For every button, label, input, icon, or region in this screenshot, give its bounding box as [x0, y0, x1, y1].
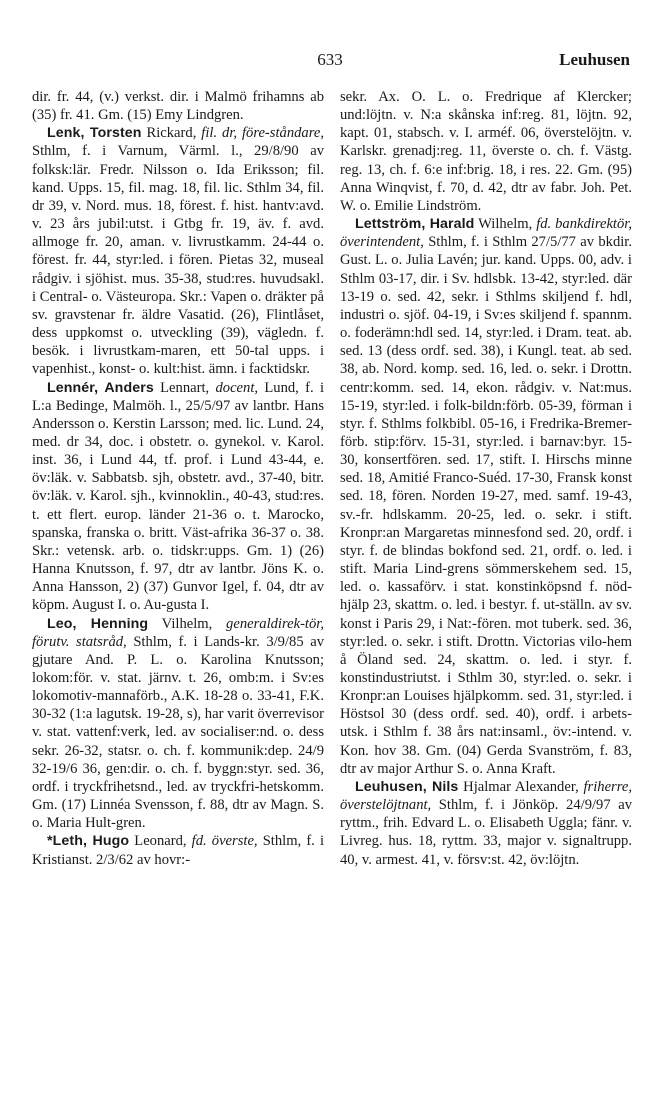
entry-title: fd. överste, — [191, 833, 258, 850]
biography-entry — [32, 615, 324, 833]
biography-entry — [32, 379, 324, 615]
entry-text: Rickard, — [141, 125, 202, 142]
entry-text: Sthlm, f. i Jönköp. 24/9/97 av ryttm., frih. Edvard L. o. Elisabeth Uggla; fänr. v. Livreg. hus. 18, ryttm. 33, major v. signaltrupp. 40, v. armest. 41, v. försv:st. 42, öv:löjtn. — [340, 797, 632, 868]
biography-entry — [340, 778, 632, 869]
right-column — [340, 88, 632, 869]
entry-headword: Lenk, Torsten — [47, 125, 142, 142]
entry-headword: Leuhusen, Nils — [355, 778, 459, 795]
entry-title: fil. dr, före-ståndare, — [201, 125, 324, 142]
page-number: 633 — [317, 50, 343, 69]
entry-text: Sthlm, f. i Kristianst. 2/3/62 av hovr:- — [32, 833, 324, 868]
entry-continuation — [340, 88, 632, 215]
entry-text: Hjalmar Alexander, — [458, 778, 584, 795]
entry-title: docent, — [215, 379, 259, 396]
left-column — [32, 88, 324, 869]
entry-text: sekr. Ax. O. L. o. Fredrique af Klercker; und:löjtn. v. N:a skånska inf:reg. 81, löjtn. 92, kapt. 01, stabsch. v. I. arméf. 06, överstelöjtn. v. Karlskr. grenadj:reg. 11, överste o. ch. f. Västg. reg. 13, ch. f. 6:e inf:brig. 18, i res. 22. Gm. (95) Anna Winqvist, f. 70, d. 42, dtr av fabr. Joh. Pet. W. o. Emilie Lindström. — [340, 89, 632, 214]
entry-text: Lund, f. i L:a Bedinge, Malmöh. l., 25/5/97 av lantbr. Hans Andersson o. Kerstin Larsson; med. lic. Lund. 24, med. dr 34, doc. i obstetr. o. gynekol. v. Karol. inst. 36, i Lund 44, tf. prof. i Lund 43-44, e. öv:läk. v. Sabbatsb. sjh, obstetr. avd., 37-40, bitr. öv:läk. v. Karol. sjh., kvinnoklin., 40-43, stud:res. t. ett flert. europ. länder 21-36 o. t. Marocko, spanska, franska o. britt. Väst-afrika 36-37 o. 38. Skr.: vetensk. arb. o. tidskr:upps. Gm. 1) (26) Hanna Knutsson, f. 97, dtr av lantbr. Jöns K. o. Anna Hansson, 2) (37) Gunvor Igel, f. 04, dtr av köpm. August I. o. Au-gusta I. — [32, 379, 325, 614]
entry-headword: *Leth, Hugo — [47, 833, 130, 850]
entry-title: friherre, överstelöjtnant, — [340, 778, 632, 814]
entry-text: Sthlm, f. i Varnum, Värml. l., 29/8/90 av folksk:lär. Fredr. Nilsson o. Ida Eriksson; fil. kand. Upps. 15, fil. mag. 18, fil. lic. Sthlm 34, fil. dr 39, v. Nord. mus. 18, förest. f. hist. hantv:avd. v. 23 års jubil:utst. i Gtbg fr. 19, äv. f. avd. allmoge fr. 20, aman. v. livrustkamm. 24-44 o. förest. fr. 44, styr:led. i fören. Pietas 32, museal rådgiv. i sjöhist. mus. 35-38, stud:res. huvudsakl. i Central- o. Västeuropa. Skr.: Vapen o. dräkter på sv. gravstenar fr. äldre Vasatid. (26), Flintlåset, dess uppkomst o. utveckling (39), vägledn. f. besök. i livrustkam-maren, ett 50-tal upps. i vapenhist., konst- o. kult:hist. ämn. i facktidskr. — [32, 143, 324, 378]
entry-text: Sthlm, f. i Lands-kr. 3/9/85 av gjutare And. P. L. o. Karolina Knutsson; lokom:för. v. stat. järnv. t. 26, omb:m. i Sv:es lokomotiv-mannaförb., A.K. 18-28 o. 33-41, F.K. 30-32 (1:a lagutsk. 19-28, s), har varit överrevisor v. stat. vattenf:verk, led. av socialiser:nd. o. dess sekr. 26-32, statsr. o. ch. f. kommunik:dep. 24/9 32-19/6 36, gen:dir. o. ch. f. byggn:styr. sed. 36, ordf. i tryckfrihetsnd., led. av tryckfri-hetskomm. Gm. (17) Linnéa Svensson, f. 88, dtr av Magn. S. o. Maria Hult-gren. — [32, 633, 324, 832]
biography-entry — [340, 215, 632, 778]
entry-title: generaldirek-tör, förutv. statsråd, — [32, 615, 324, 650]
running-head: Leuhusen — [559, 50, 630, 69]
entry-text: Wilhelm, — [474, 216, 537, 233]
entry-text: Vilhelm, — [148, 615, 227, 632]
entry-headword: Lettström, Harald — [355, 216, 475, 233]
entry-text: Sthlm, f. i Sthlm 27/5/77 av bkdir. Gust. L. o. Julia Lavén; jur. kand. Upps. 00, adv. i Sthlm 03-17, dir. i Sv. hdlsbk. 13-42, styr:led. där 13-19 o. sed. 42, sekr. i Sthlms skiljend f. hdl, industri o. sjöf. 04-19, i Sv:es skiljend f. spannm. o. foderämn:hdl sed. 14, styr:led. i Dram. teat. ab. sed. 13 (dess ordf. sed. 38), i Kungl. teat. ab sed. 38, ab. Nord. komp. sed. 16, led. o. sekr. i Drottn. centr:komm. sed. 14, ekon. rådgiv. v. Nat:mus. 15-19, styr:led. i folk-bildn:förb. 05-39, förman i styr. f. Sthlms folkbibl. 05-16, i Fredrika-Bremer-förb. stip:förv. 15-31, styr:led. i barnav:byr. 15-30, konsertfören. sed. 17, stift. I. Hirschs minne sed. 18, Amitié Franco-Suéd. 17-30, Fransk konst sed. 18, fören. Norden 19-27, med. samf. 19-43, sv.-fr. hdlskamm. 20-25, led. o. sekr. i stift. Kronpr:an Margaretas minnesfond sed. 20, ordf. i styr. f. de blindas bokfond sed. 21, ordf. o. led. i stift. Maria Lind-grens sömmerskehem sed. 15, led. o. kassaförv. i stat. konstinköpsnd f. nöd-hjälp 23, skattm. o. led. i bestyr. f. ut-ställn. av sv. konst i Paris 29, i Nat:-fören. mot tuberk. sed. 36, styr:led. o. sekr. i stift. Drottn. Victorias vilo-hem å Öland sed. 24, skattm. o. led. i styr. f. konstindustriutst. i Sthlm 30, styr:led. o. sekr. i Kronpr:an Louises hjälpkomm. sed. 31, styr:led. i Höstsol 30 (dess ordf. sed. 40), ordf. i arbets-utsk. i Sthlm f. 38 års nat:insaml., öv:-intend. v. Kon. hov 38. Gm. (04) Gerda Svanström, f. 83, dtr av major Arthur S. o. Anna Kraft. — [340, 234, 632, 777]
biography-entry — [32, 832, 324, 868]
entry-text: dir. fr. 44, (v.) verkst. dir. i Malmö frihamns ab (35) fr. 41. Gm. (15) Emy Lindgren. — [32, 89, 324, 124]
biography-entry — [32, 124, 324, 378]
entry-headword: Leo, Henning — [47, 615, 149, 632]
entry-text: Leonard, — [129, 833, 192, 850]
entry-title: fd. bankdirektör, överintendent, — [340, 216, 632, 251]
entry-headword: Lennér, Anders — [47, 379, 154, 396]
entry-text: Lennart, — [153, 379, 216, 396]
entry-continuation — [32, 88, 324, 124]
